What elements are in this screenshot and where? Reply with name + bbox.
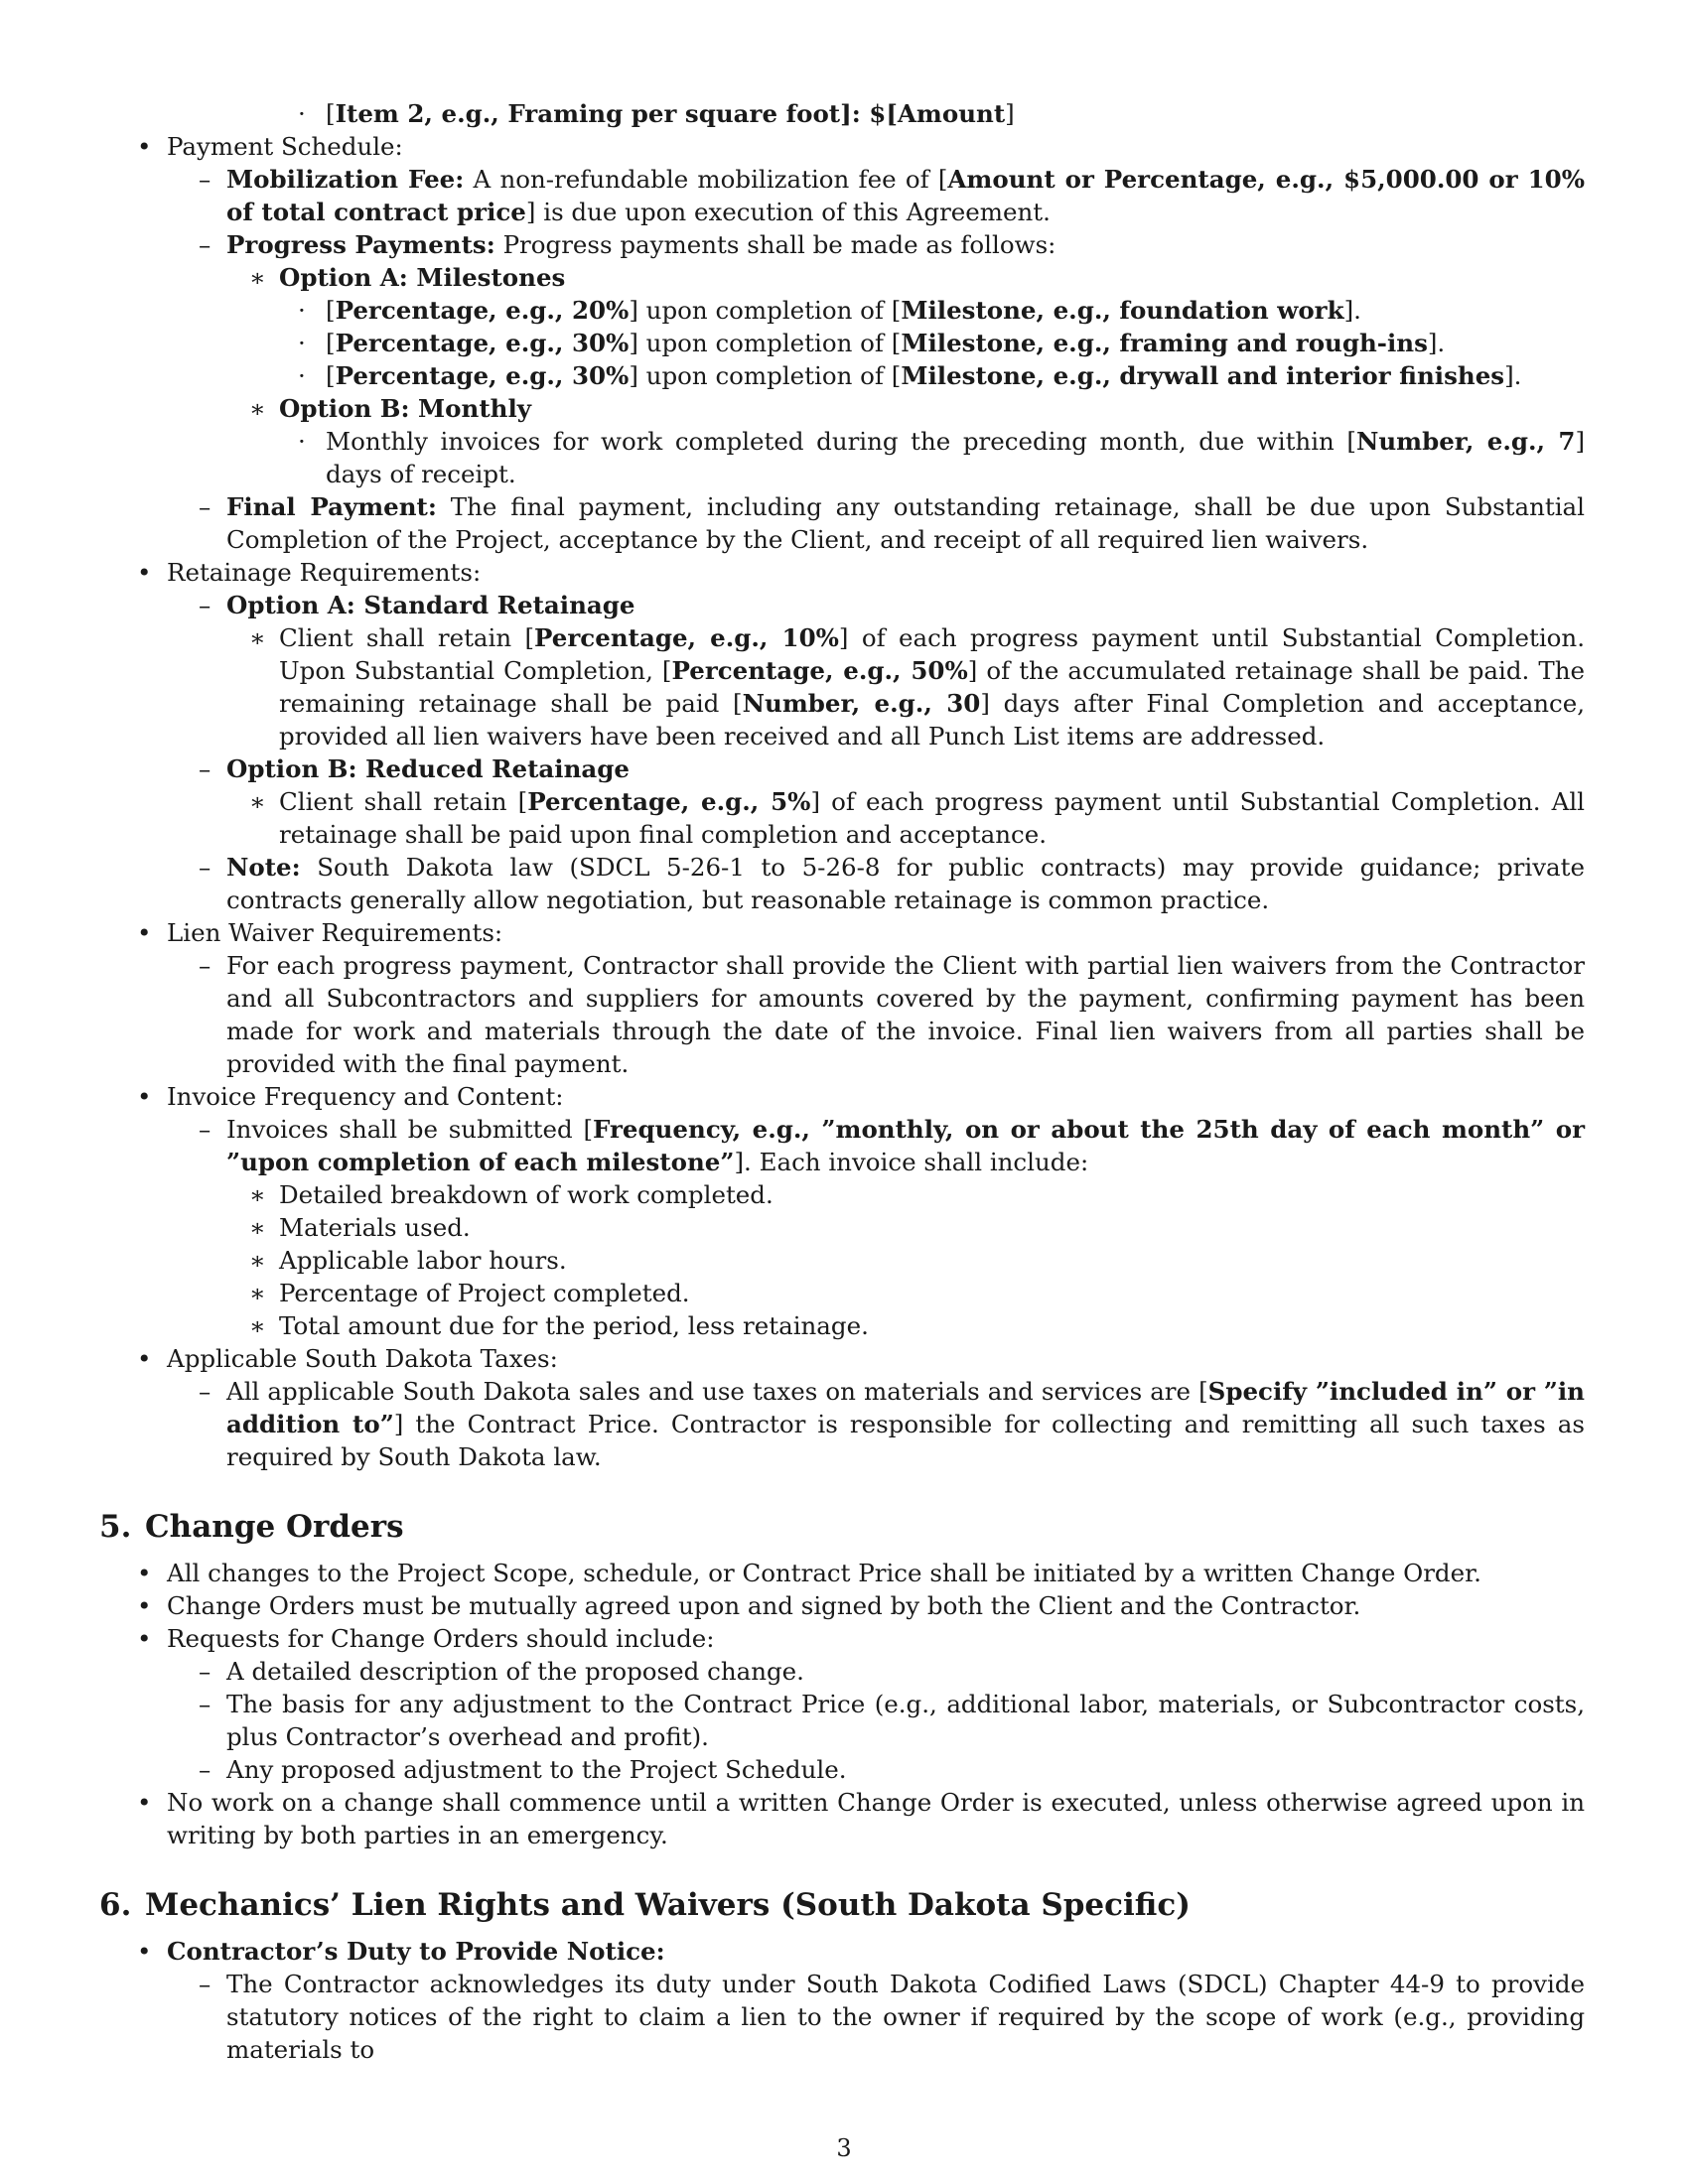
asterisk-marker — [249, 1211, 266, 1244]
list-item-option-b: ∗ Option B: Monthly — [99, 392, 1585, 425]
list-item-reduced-retainage: – Option B: Reduced Retainage — [99, 752, 1585, 785]
list-item-invoice-content: ∗ Percentage of Project completed. — [99, 1277, 1585, 1309]
list-item-retainage-b-text: ∗ Client shall retain [Percentage, e.g., 5%] of each progress payment until Substantial Completion. All retainage shall be paid upon final completion and acceptance. — [99, 785, 1585, 851]
asterisk-marker — [249, 1309, 266, 1342]
list-item: – A detailed description of the proposed change. — [99, 1655, 1585, 1688]
bullet — [137, 1786, 151, 1819]
list-item-mobilization: – Mobilization Fee: A non-refundable mobilization fee of [Amount or Percentage, e.g., $5,000.00 or 10% of total contract price] is due upon execution of this Agreement. — [99, 163, 1585, 228]
page-content — [99, 97, 1585, 2066]
list-item-taxes: • Applicable South Dakota Taxes: — [99, 1342, 1585, 1375]
list-item-progress-payments: – Progress Payments: Progress payments shall be made as follows: — [99, 228, 1585, 261]
dash-marker — [199, 851, 211, 884]
dash-marker — [199, 228, 211, 261]
list-item-lien-waiver-text: – For each progress payment, Contractor shall provide the Client with partial lien waivers from the Contractor and all Subcontractors and suppliers for amounts covered by the payment, confirming payment has been made for work and materials through the date of the invoice. Final lien waivers from all parties shall be provided with the final payment. — [99, 949, 1585, 1080]
dash-marker — [199, 1753, 211, 1786]
list-item: • No work on a change shall commence until a written Change Order is executed, unless otherwise agreed upon in writing by both parties in an emergency. — [99, 1786, 1585, 1851]
bullet-point — [298, 327, 306, 359]
list-item-milestone: · [Percentage, e.g., 20%] upon completion of [Milestone, e.g., foundation work]. — [99, 294, 1585, 327]
asterisk-marker — [249, 785, 266, 818]
dash-marker — [199, 490, 211, 523]
asterisk-marker — [249, 1277, 266, 1309]
list-item-lien-waiver: • Lien Waiver Requirements: — [99, 916, 1585, 949]
bullet — [137, 1080, 151, 1113]
bullet — [137, 130, 151, 163]
list-item: – Any proposed adjustment to the Project Schedule. — [99, 1753, 1585, 1786]
dash-marker — [199, 1375, 211, 1408]
bullet-point — [298, 425, 306, 458]
list-item-taxes-text: – All applicable South Dakota sales and use taxes on materials and services are [Specify ”included in” or ”in addition to”] the Contract Price. Contractor is responsible for collecting and remitting all such taxes as required by South Dakota law. — [99, 1375, 1585, 1473]
list-item-standard-retainage: – Option A: Standard Retainage — [99, 589, 1585, 621]
list-item-invoice-content: ∗ Applicable labor hours. — [99, 1244, 1585, 1277]
list-item-retainage-a-text: ∗ Client shall retain [Percentage, e.g., 10%] of each progress payment until Substantial Completion. Upon Substantial Completion, [Percentage, e.g., 50%] of the accumulated retainage shall be paid. The remaining retainage shall be paid [Number, e.g., 30] days after Final Completion and acceptance, provided all lien waivers have been received and all Punch List items are addressed. — [99, 621, 1585, 752]
dash-marker — [199, 163, 211, 196]
list-item-option-a: ∗ Option A: Milestones — [99, 261, 1585, 294]
list-item-final-payment: – Final Payment: The final payment, including any outstanding retainage, shall be due upon Substantial Completion of the Project, acceptance by the Client, and receipt of all required lien waivers. — [99, 490, 1585, 556]
asterisk-marker — [249, 1178, 266, 1211]
list-item: • Contractor’s Duty to Provide Notice: — [99, 1935, 1585, 1968]
list-item-invoice-content: ∗ Detailed breakdown of work completed. — [99, 1178, 1585, 1211]
dash-marker — [199, 1655, 211, 1688]
dash-marker — [199, 1968, 211, 2000]
asterisk-marker — [249, 261, 266, 294]
list-item: • All changes to the Project Scope, schedule, or Contract Price shall be initiated by a written Change Order. — [99, 1557, 1585, 1589]
list-item: · [Item 2, e.g., Framing per square foot]: $[Amount] — [99, 97, 1585, 130]
bullet — [137, 1935, 151, 1968]
section-heading-mechanics-lien: 6. Mechanics’ Lien Rights and Waivers (South Dakota Specific) — [99, 1887, 1191, 1923]
list-item: • Change Orders must be mutually agreed upon and signed by both the Client and the Contractor. — [99, 1589, 1585, 1622]
bullet — [137, 556, 151, 589]
list-item-retainage: • Retainage Requirements: — [99, 556, 1585, 589]
list-item: – The Contractor acknowledges its duty under South Dakota Codified Laws (SDCL) Chapter 44-9 to provide statutory notices of the right to claim a lien to the owner if required by the scope of work (e.g., providing materials to — [99, 1968, 1585, 2066]
dash-marker — [199, 949, 211, 982]
bullet — [137, 1589, 151, 1622]
list-item-invoice-text: – Invoices shall be submitted [Frequency, e.g., ”monthly, on or about the 25th day of each month” or ”upon completion of each milestone”]. Each invoice shall include: — [99, 1113, 1585, 1178]
list-item-monthly: · Monthly invoices for work completed during the preceding month, due within [Number, e.g., 7] days of receipt. — [99, 425, 1585, 490]
bullet — [137, 1557, 151, 1589]
bullet-point — [298, 97, 306, 130]
list-item-invoice-content: ∗ Total amount due for the period, less retainage. — [99, 1309, 1585, 1342]
list-item-invoice: • Invoice Frequency and Content: — [99, 1080, 1585, 1113]
asterisk-marker — [249, 392, 266, 425]
list-item: – The basis for any adjustment to the Contract Price (e.g., additional labor, materials, or Subcontractor costs, plus Contractor’s overhead and profit). — [99, 1688, 1585, 1753]
bullet — [137, 916, 151, 949]
asterisk-marker — [249, 621, 266, 654]
list-item-milestone: · [Percentage, e.g., 30%] upon completion of [Milestone, e.g., drywall and interior finishes]. — [99, 359, 1585, 392]
bullet — [137, 1342, 151, 1375]
asterisk-marker — [249, 1244, 266, 1277]
list-item: • Requests for Change Orders should include: — [99, 1622, 1585, 1655]
list-item-invoice-content: ∗ Materials used. — [99, 1211, 1585, 1244]
dash-marker — [199, 1113, 211, 1146]
list-item-retainage-note: – Note: South Dakota law (SDCL 5-26-1 to 5-26-8 for public contracts) may provide guidance; private contracts generally allow negotiation, but reasonable retainage is common practice. — [99, 851, 1585, 916]
page-number: 3 — [836, 2134, 852, 2162]
dash-marker — [199, 752, 211, 785]
dash-marker — [199, 1688, 211, 1720]
list-item-milestone: · [Percentage, e.g., 30%] upon completion of [Milestone, e.g., framing and rough-ins]. — [99, 327, 1585, 359]
bullet — [137, 1622, 151, 1655]
dash-marker — [199, 589, 211, 621]
list-item-payment-schedule: • Payment Schedule: — [99, 130, 1585, 163]
bullet-point — [298, 359, 306, 392]
section-heading-change-orders: 5. Change Orders — [99, 1509, 404, 1545]
bullet-point — [298, 294, 306, 327]
